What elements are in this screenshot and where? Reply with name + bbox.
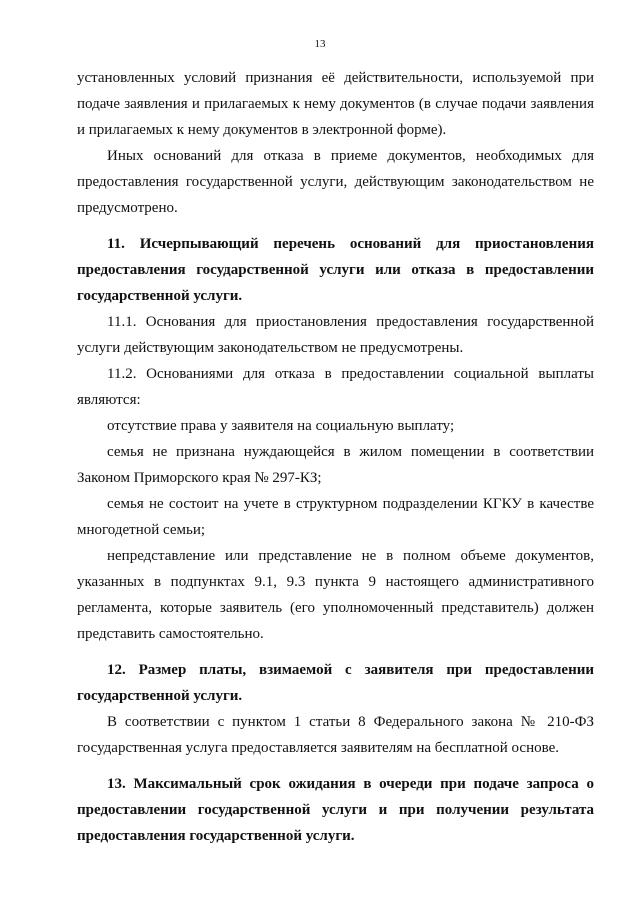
- section-heading-11: 11. Исчерпывающий перечень оснований для приостановления предоставления государственной услуги или отказа в предоставлении государственной услуги.: [77, 236, 594, 304]
- paragraph-11-1: 11.1. Основания для приостановления предоставления государственной услуги действующим законодательством не предусмотрены.: [77, 314, 594, 356]
- section-heading-12: 12. Размер платы, взимаемой с заявителя при предоставлении государственной услуги.: [77, 662, 594, 704]
- paragraph-no-other-grounds: Иных оснований для отказа в приеме документов, необходимых для предоставления государственной услуги, действующим законодательством не предусмотрено.: [77, 148, 594, 216]
- list-item-not-needy: семья не признана нуждающейся в жилом помещении в соответствии Законом Приморского края № 297-КЗ;: [77, 444, 594, 486]
- paragraph-free-of-charge: В соответствии с пунктом 1 статьи 8 Федерального закона № 210-ФЗ государственная услуга предоставляется заявителям на бесплатной основе.: [77, 714, 594, 756]
- list-item-documents-missing: непредставление или представление не в полном объеме документов, указанных в подпунктах 9.1, 9.3 пункта 9 настоящего административного регламента, которые заявитель (его уполномоченный представитель) должен представить самостоятельно.: [77, 548, 594, 642]
- page-number: 13: [314, 38, 326, 50]
- list-item-not-registered: семья не состоит на учете в структурном подразделении КГКУ в качестве многодетной семьи;: [77, 496, 594, 538]
- paragraph-11-2: 11.2. Основаниями для отказа в предоставлении социальной выплаты являются:: [77, 366, 594, 408]
- section-heading-13: 13. Максимальный срок ожидания в очереди при подаче запроса о предоставлении государственной услуги и при получении результата предоставления государственной услуги.: [77, 776, 594, 844]
- paragraph-continuation: установленных условий признания её действительности, используемой при подаче заявления и прилагаемых к нему документов (в случае подачи заявления и прилагаемых к нему документов в электронной форме).: [77, 70, 594, 138]
- document-body: [77, 65, 594, 849]
- list-item-no-right: отсутствие права у заявителя на социальную выплату;: [107, 418, 455, 434]
